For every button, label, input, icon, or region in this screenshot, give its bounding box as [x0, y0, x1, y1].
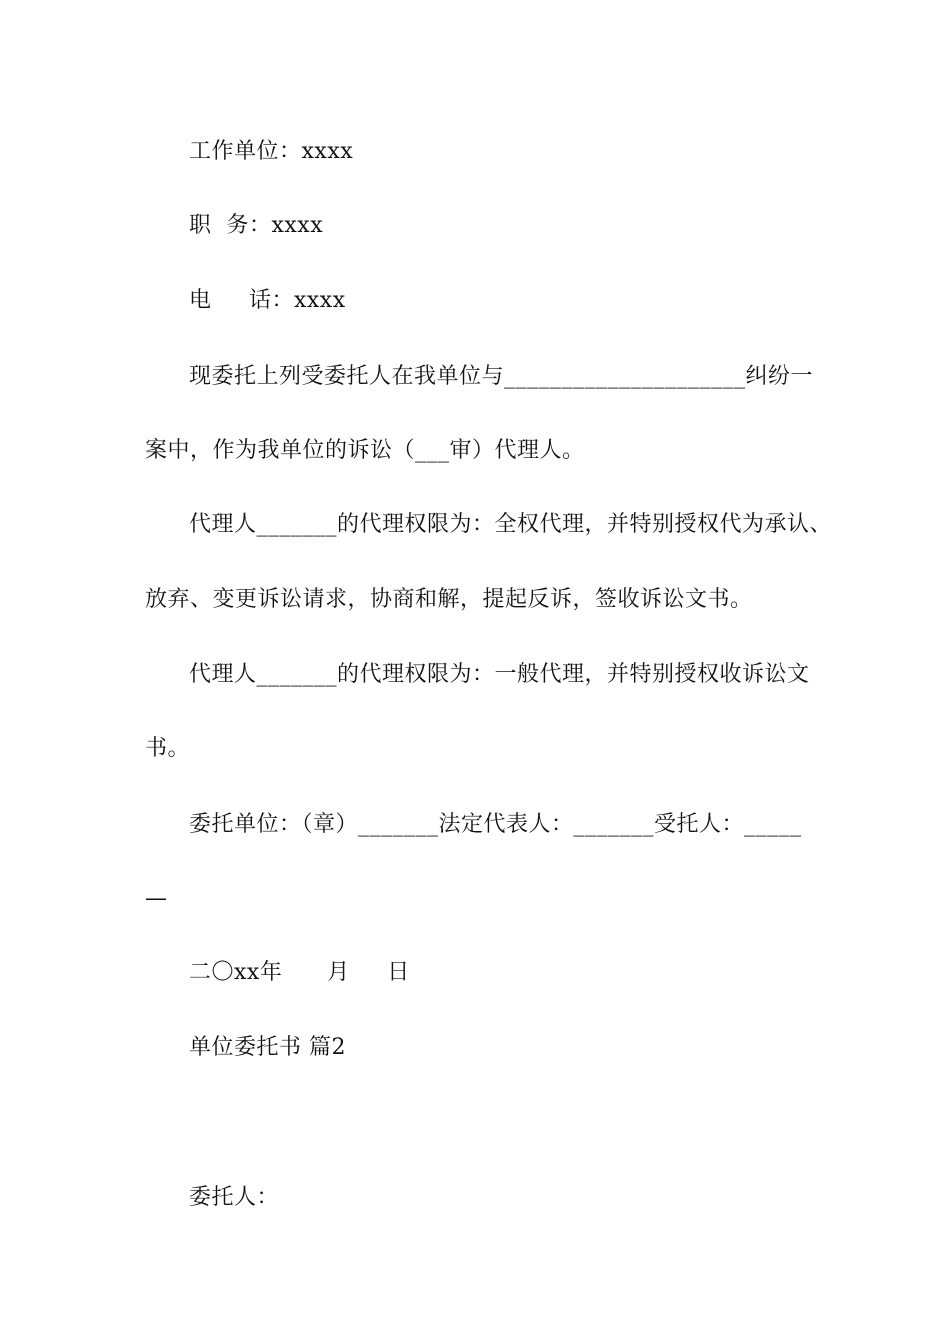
full-authority-line-1: 代理人_______的代理权限为：全权代理，并特别授权代为承认、 — [189, 512, 833, 537]
principal-label: 委托人： — [189, 1185, 280, 1210]
general-authority-line-1: 代理人_______的代理权限为：一般代理，并特别授权收诉讼文 — [189, 662, 810, 687]
signature-line: 委托单位：（章）_______法定代表人：_______受托人：_____ — [189, 812, 802, 837]
general-authority-line-2: 书。 — [145, 736, 191, 761]
signature-line-continuation: — — [145, 886, 168, 911]
date-line: 二〇xx年 月 日 — [189, 960, 410, 985]
position-line: 职 务：xxxx — [189, 213, 324, 238]
work-unit-line: 工作单位：xxxx — [189, 139, 354, 164]
section-heading: 单位委托书 篇2 — [189, 1035, 346, 1060]
full-authority-line-2: 放弃、变更诉讼请求，协商和解，提起反诉，签收诉讼文书。 — [145, 587, 753, 612]
phone-line: 电 话：xxxx — [189, 288, 346, 313]
entrust-paragraph-line-2: 案中，作为我单位的诉讼（___审）代理人。 — [145, 438, 585, 463]
entrust-paragraph-line-1: 现委托上列受委托人在我单位与_____________________纠纷一 — [189, 364, 814, 389]
